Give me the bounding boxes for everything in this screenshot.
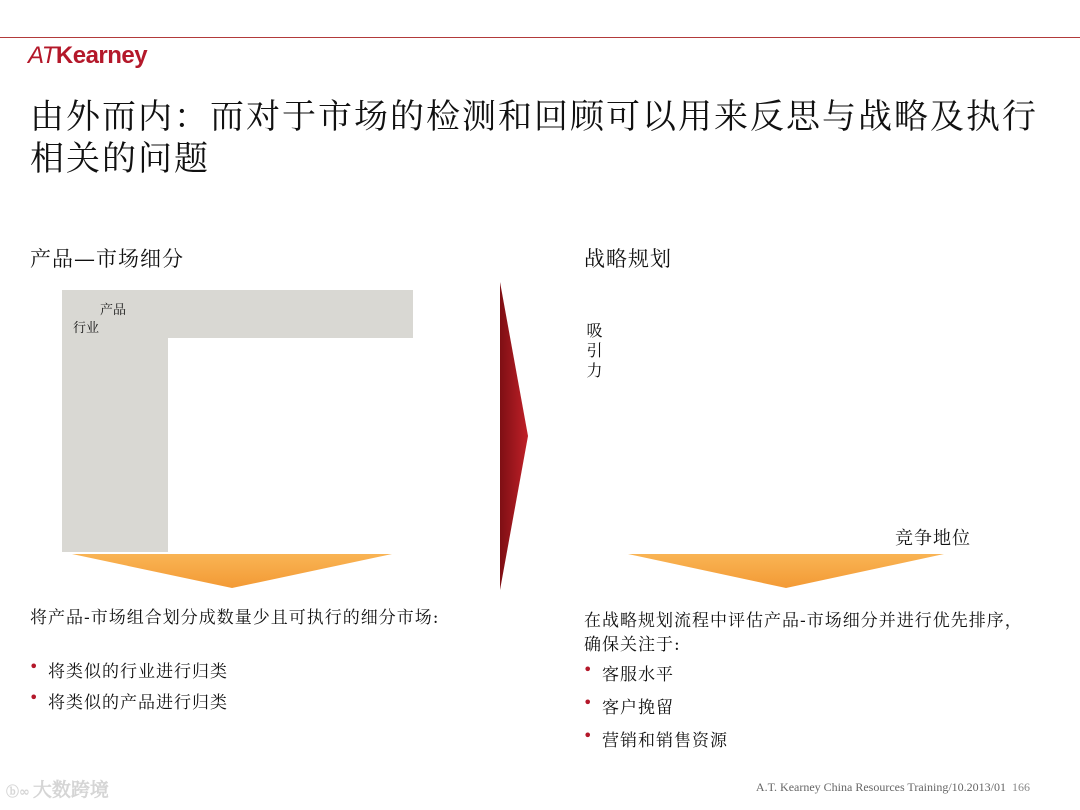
bullet-dot-icon: • [583,726,594,745]
list-item: • 将类似的行业进行归类 [29,657,228,682]
matrix-col-label: 产品 [100,303,127,318]
chevron-right-icon [500,282,530,590]
bullet-dot-icon: • [583,693,594,712]
list-item: • 将类似的产品进行归类 [29,688,228,713]
right-bullet-list [582,660,728,751]
list-item: • 营销和销售资源 [583,726,728,751]
watermark: ⓑ∞ 大数跨境 [6,779,109,801]
right-heading: 战略规划 [584,247,672,271]
left-heading: 产品—市场细分 [30,247,184,271]
x-axis-label: 竞争地位 [895,528,971,549]
matrix-row-label: 行业 [73,321,100,336]
left-bullet-list [28,657,228,713]
left-funnel-arrow [72,554,392,588]
footer [756,780,1030,795]
right-funnel-arrow [628,554,944,588]
bullet-dot-icon: • [29,657,40,676]
atkearney-logo: ATKearney [28,42,148,69]
bullet-dot-icon: • [29,688,40,707]
list-item: • 客户挽留 [583,693,674,718]
footer-text: A.T. Kearney China Resources Training/10.2013/01 [755,780,1006,794]
page-number: 166 [1012,780,1030,794]
b00-logo-icon: ⓑ∞ [6,785,30,800]
bullet-dot-icon: • [583,660,594,679]
header-rule [0,37,1080,38]
page-title: 由外而内：而对于市场的检测和回顾可以用来反思与战略及执行相关的问题 [30,97,1038,179]
left-description: 将产品-市场组合划分成数量少且可执行的细分市场: [30,608,440,628]
right-description: 在战略规划流程中评估产品-市场细分并进行优先排序，确保关注于: [584,611,1023,655]
matrix-left-band [62,338,168,552]
list-item: • 客服水平 [583,660,674,685]
y-axis-label: 吸引力 [584,322,603,382]
